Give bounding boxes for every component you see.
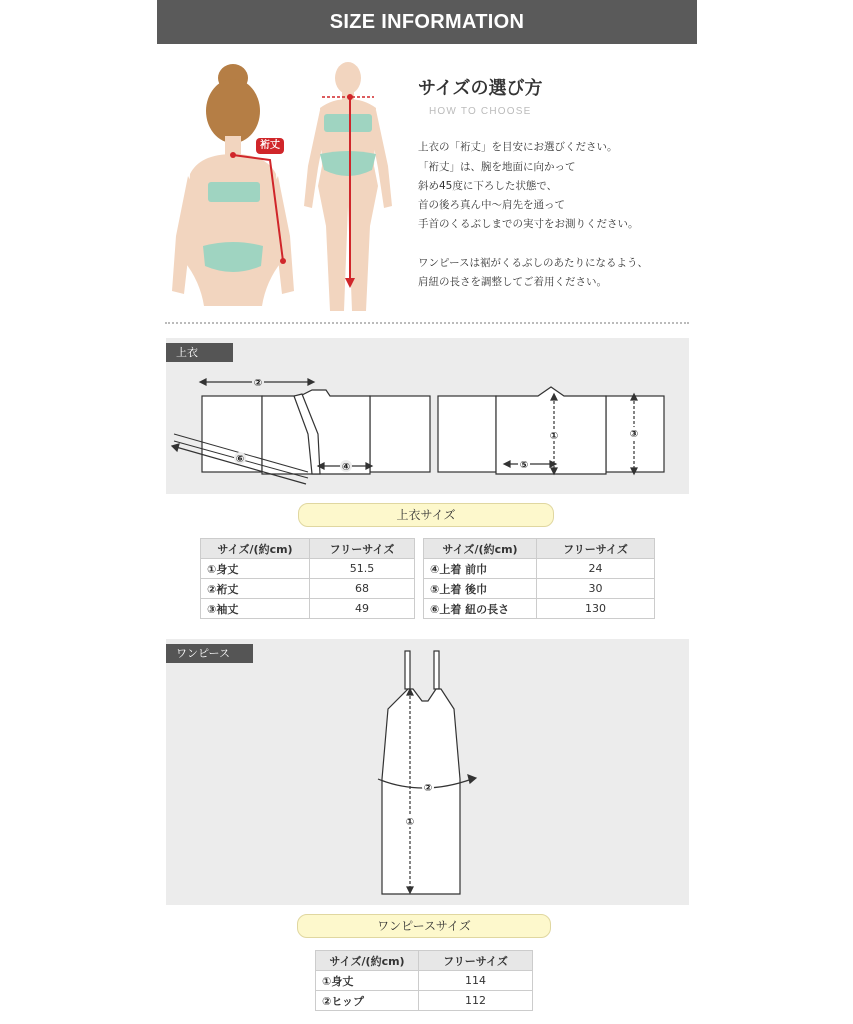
- mark-2-label: ②: [253, 378, 263, 389]
- howto-subtitle: HOW TO CHOOSE: [429, 106, 532, 117]
- dress-size-title: ワンピースサイズ: [297, 914, 551, 938]
- table-cell: 24: [537, 559, 655, 579]
- howto-line: 斜め45度に下ろした状態で、: [418, 180, 558, 192]
- mark-5-label: ⑤: [519, 460, 529, 471]
- howto-title: サイズの選び方: [418, 78, 543, 99]
- table-row: [201, 599, 415, 619]
- table-cell: 68: [310, 579, 415, 599]
- howto-line: 肩紐の長さを調整してご着用ください。: [418, 276, 607, 288]
- table-header: サイズ/(約cm): [201, 539, 310, 559]
- dress-size-table: [315, 950, 533, 1011]
- table-row: [424, 599, 655, 619]
- table-cell: ④上着 前巾: [424, 559, 537, 579]
- table-cell: ①身丈: [316, 971, 419, 991]
- table-row: [424, 579, 655, 599]
- table-header: サイズ/(約cm): [424, 539, 537, 559]
- howto-line: 手首のくるぶしまでの実寸をお測りください。: [418, 218, 639, 230]
- table-row: [201, 579, 415, 599]
- howto-line: 上衣の「裄丈」を目安にお選びください。: [418, 141, 618, 153]
- page-title: SIZE INFORMATION: [157, 0, 697, 44]
- table-row: [201, 559, 415, 579]
- sleeve-length-badge: 裄丈: [260, 140, 280, 151]
- mark-1-label: ①: [549, 431, 559, 442]
- dress-outline: [382, 651, 460, 894]
- table-header: フリーサイズ: [310, 539, 415, 559]
- top-size-table-2: [423, 538, 655, 619]
- table-cell: ②裄丈: [201, 579, 310, 599]
- mark-6-label: ⑥: [235, 454, 245, 465]
- top-garment-diagram: [166, 338, 689, 494]
- front-figure: [304, 62, 392, 311]
- howto-line: 首の後ろ真ん中〜肩先を通って: [418, 199, 565, 211]
- table-cell: 112: [419, 991, 533, 1011]
- table-cell: 49: [310, 599, 415, 619]
- top-size-table-1: [200, 538, 415, 619]
- table-header: フリーサイズ: [419, 951, 533, 971]
- top-size-title: 上衣サイズ: [298, 503, 554, 527]
- table-cell: 130: [537, 599, 655, 619]
- table-row: [424, 559, 655, 579]
- back-figure: [172, 64, 294, 306]
- howto-line: 「裄丈」は、腕を地面に向かって: [418, 161, 576, 173]
- table-row: [316, 991, 533, 1011]
- mark-4-label: ④: [341, 462, 351, 473]
- dress-mark-2-label: ②: [423, 783, 433, 794]
- table-cell: 30: [537, 579, 655, 599]
- section-divider: [165, 322, 689, 324]
- table-row: [316, 971, 533, 991]
- table-cell: ②ヒップ: [316, 991, 419, 1011]
- howto-line: ワンピースは裾がくるぶしのあたりになるよう、: [418, 257, 649, 269]
- table-cell: ⑥上着 紐の長さ: [424, 599, 537, 619]
- body-figures-illustration: [170, 56, 400, 318]
- dress-tag: ワンピース: [166, 644, 253, 663]
- table-cell: 114: [419, 971, 533, 991]
- mark-3-label: ③: [629, 429, 639, 440]
- dress-diagram: [166, 639, 689, 905]
- table-header: フリーサイズ: [537, 539, 655, 559]
- table-cell: ③袖丈: [201, 599, 310, 619]
- dress-mark-1-label: ①: [405, 817, 415, 828]
- table-cell: ⑤上着 後巾: [424, 579, 537, 599]
- table-header-row: [201, 539, 415, 559]
- table-cell: 51.5: [310, 559, 415, 579]
- top-garment-tag: 上衣: [166, 343, 233, 362]
- table-header-row: [316, 951, 533, 971]
- table-header-row: [424, 539, 655, 559]
- table-header: サイズ/(約cm): [316, 951, 419, 971]
- table-cell: ①身丈: [201, 559, 310, 579]
